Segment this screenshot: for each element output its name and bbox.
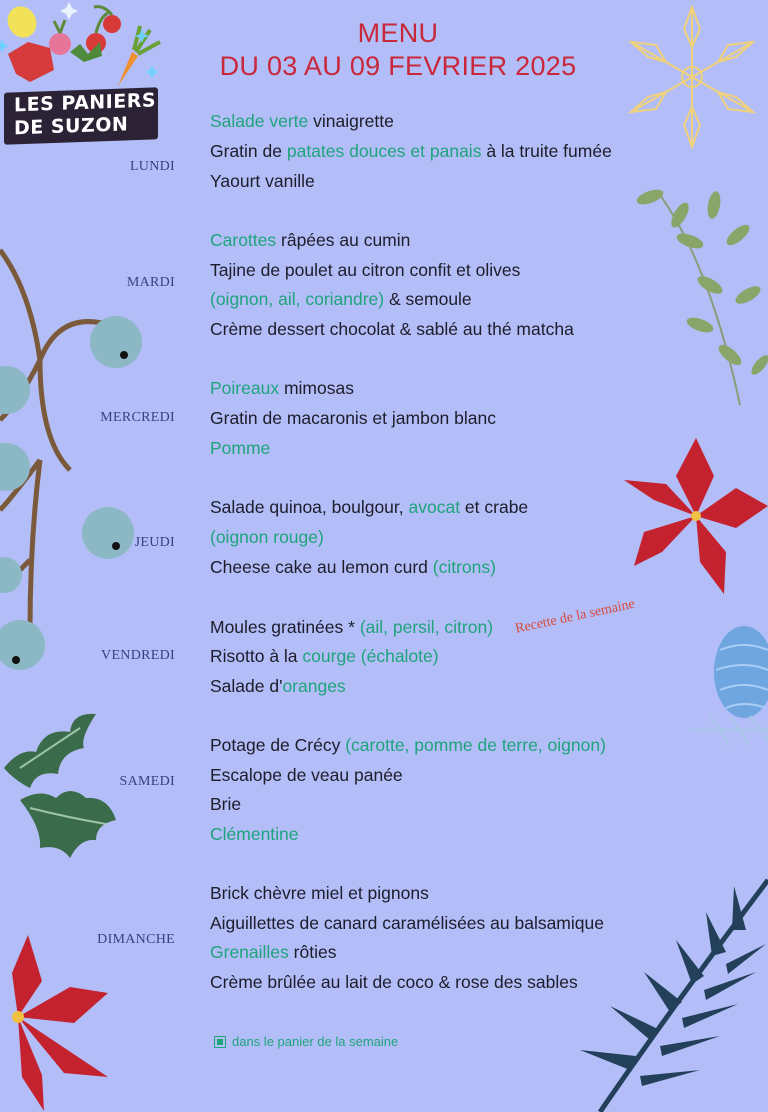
dish-line	[210, 526, 324, 548]
dish-text: Brick chèvre miel et pignons	[210, 883, 429, 903]
dish-text: rôties	[288, 942, 337, 962]
dish-text: Risotto à la	[210, 646, 303, 666]
holly-leaves-decoration	[0, 708, 125, 878]
dish-text: râpées au cumin	[276, 230, 411, 250]
dish-text: mimosas	[279, 378, 354, 398]
basket-ingredient-text: oranges	[282, 676, 346, 696]
dish-line	[210, 675, 346, 697]
day-label-samedi: SAMEDI	[119, 774, 175, 789]
dish-text: Gratin de	[210, 141, 287, 161]
basket-ingredient-text: (carotte, pomme de terre, oignon)	[345, 735, 606, 755]
dish-line	[210, 616, 493, 638]
basket-ingredient-text: patates douces et panais	[286, 141, 482, 161]
dish-line	[210, 734, 606, 756]
basket-ingredient-text: Poireaux	[210, 378, 280, 398]
basket-ingredient-text: (oignon rouge)	[210, 527, 324, 547]
dish-line	[210, 971, 578, 993]
dish-text: à la truite fumée	[481, 141, 612, 161]
basket-ingredient-text: courge (échalote)	[302, 646, 439, 666]
legend-text: dans le panier de la semaine	[232, 1034, 399, 1049]
basket-ingredient-text: (citrons)	[432, 557, 496, 577]
dish-line	[210, 882, 429, 904]
dish-text: Salade d'	[210, 676, 283, 696]
logo-line-1: LES PANIERS	[14, 89, 157, 117]
day-label-dimanche: DIMANCHE	[97, 932, 175, 947]
dish-text: Aiguillettes de canard caramélisées au balsamique	[210, 913, 604, 933]
dish-text: Moules gratinées *	[210, 617, 360, 637]
dish-line	[210, 645, 439, 667]
poinsettia-left-decoration	[0, 935, 112, 1112]
dish-line	[210, 793, 241, 815]
dish-line	[210, 288, 472, 310]
dish-line	[210, 764, 403, 786]
dish-line	[210, 912, 604, 934]
dish-text: Gratin de macaronis et jambon blanc	[210, 408, 496, 428]
dish-line	[210, 437, 270, 459]
menu-title: MENU	[357, 18, 439, 48]
basket-ingredient-text: Salade verte	[210, 111, 309, 131]
pinecone-decoration	[690, 620, 768, 770]
day-label-vendredi: VENDREDI	[101, 648, 175, 663]
dish-text: Brie	[210, 794, 242, 814]
day-label-mercredi: MERCREDI	[100, 410, 175, 425]
basket-ingredient-text: (ail, persil, citron)	[359, 617, 494, 637]
dish-line	[210, 377, 354, 399]
dish-line	[210, 823, 299, 845]
dish-text: Crème dessert chocolat & sablé au thé matcha	[210, 319, 574, 339]
dish-line	[210, 496, 528, 518]
dish-line	[210, 259, 520, 281]
day-label-mardi: MARDI	[126, 275, 175, 290]
leaf-branch-decoration	[630, 175, 768, 425]
dish-text: vinaigrette	[308, 111, 394, 131]
menu-date-range: DU 03 AU 09 FEVRIER 2025	[219, 51, 577, 81]
dish-text: Salade quinoa, boulgour,	[210, 497, 409, 517]
dish-text: Crème brûlée au lait de coco & rose des sables	[210, 972, 578, 992]
dish-line	[210, 407, 496, 429]
basket-ingredient-text: avocat	[408, 497, 461, 517]
legend	[214, 1034, 398, 1049]
basket-ingredient-text: Pomme	[210, 438, 271, 458]
dish-line	[210, 941, 336, 963]
basket-ingredient-text: Grenailles	[210, 942, 289, 962]
dish-text: Cheese cake au lemon curd	[210, 557, 433, 577]
berry-branch-decoration	[0, 240, 150, 680]
basket-ingredient-text: Clémentine	[210, 824, 299, 844]
dish-text: Potage de Crécy	[210, 735, 346, 755]
dish-line	[210, 556, 496, 578]
day-label-lundi: LUNDI	[129, 159, 175, 174]
dish-line	[210, 170, 315, 192]
fern-decoration	[560, 840, 768, 1112]
basket-ingredient-text: Carottes	[210, 230, 277, 250]
day-label-jeudi: JEUDI	[134, 535, 175, 550]
recipe-of-the-week-note: Recette de la semaine	[514, 596, 637, 637]
dish-text: Yaourt vanille	[210, 171, 315, 191]
logo-line-2: DE SUZON	[14, 113, 129, 140]
dish-text: Tajine de poulet au citron confit et olives	[210, 260, 521, 280]
dish-line	[210, 318, 574, 340]
dish-line	[210, 229, 410, 251]
basket-square-icon	[214, 1036, 226, 1048]
dish-text: Escalope de veau panée	[210, 765, 403, 785]
poinsettia-right-decoration	[622, 436, 768, 596]
brand-logo	[4, 87, 158, 144]
dish-text: & semoule	[384, 289, 472, 309]
basket-ingredient-text: (oignon, ail, coriandre)	[210, 289, 385, 309]
dish-text: et crabe	[460, 497, 529, 517]
dish-line	[210, 140, 612, 162]
dish-line	[210, 110, 394, 132]
